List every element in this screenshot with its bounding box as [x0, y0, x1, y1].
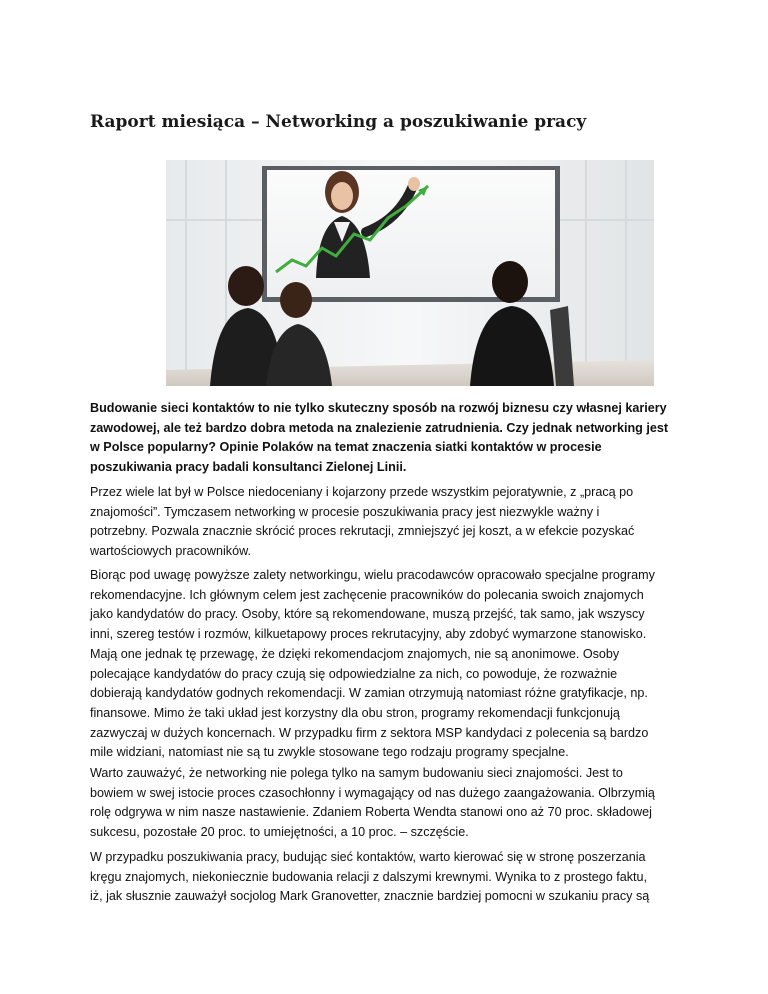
text-line: w Polsce popularny? Opinie Polaków na temat znaczenia siatki kontaktów w procesie — [90, 440, 602, 455]
body-paragraph-3 — [90, 764, 690, 843]
body-paragraph-4 — [90, 848, 690, 907]
text-line: W przypadku poszukiwania pracy, budując sieć kontaktów, warto kierować się w stronę poszerzania — [90, 850, 646, 864]
text-line: Warto zauważyć, że networking nie polega tylko na samym budowaniu sieci znajomości. Jest to — [90, 766, 623, 780]
text-line: inni, szereg testów i rozmów, kilkuetapowy proces rekrutacyjny, aby zdobyć wymarzone stanowisko. — [90, 627, 647, 642]
text-line: poszukiwania pracy badali konsultanci Zielonej Linii. — [90, 460, 407, 475]
text-line: bowiem w swej istocie proces czasochłonny i wymagający od nas dużego zaangażowania. Olbrzymią — [90, 785, 655, 800]
text-line: dobierają kandydatów godnych rekomendacji. W zamian otrzymują natomiast różne gratyfikacje, np. — [90, 686, 648, 701]
text-line: mile widziani, natomiast nie są tu zwykle stosowane tego rodzaju programy specjalne. — [90, 745, 569, 760]
text-line: rolę odgrywa w nim nasze nastawienie. Zdaniem Roberta Wendta stanowi ono aż 70 proc. składowej — [90, 805, 652, 820]
presentation-photo-illustration — [166, 160, 654, 386]
text-line: iż, jak słusznie zauważył socjolog Mark Granovetter, znacznie bardziej pomocni w szukaniu pracy są — [90, 889, 650, 904]
text-line: znajomości”. Tymczasem networking w procesie poszukiwania pracy jest niezwykle ważny i — [90, 504, 600, 519]
text-line: zazwyczaj w dużych koncernach. W przypadku firm z sektora MSP kandydaci z polecenia są bardzo — [90, 725, 649, 740]
text-line: polecające kandydatów do pracy czują się odpowiedzialne za nich, co powoduje, że rozważnie — [90, 666, 618, 681]
body-paragraph-2 — [90, 566, 690, 763]
text-line: Biorąc pod uwagę powyższe zalety networkingu, wielu pracodawców opracowało specjalne programy — [90, 568, 655, 582]
text-line: sukcesu, pozostałe 20 proc. to umiejętności, a 10 proc. – szczęście. — [90, 825, 469, 840]
document-title: Raport miesiąca – Networking a poszukiwanie pracy — [90, 112, 587, 132]
text-line: jako kandydatów do pracy. Osoby, które są rekomendowane, muszą przejść, tak samo, jak wszyscy — [90, 607, 645, 622]
body-paragraph-1 — [90, 483, 690, 562]
text-line: finansowe. Mimo że taki układ jest korzystny dla obu stron, programy rekomendacji funkcjonują — [90, 705, 620, 720]
text-line: Przez wiele lat był w Polsce niedoceniany i kojarzony przede wszystkim pejoratywnie, z „pracą po — [90, 485, 634, 499]
article-photo — [166, 160, 654, 386]
text-line: zawodowej, ale też bardzo dobra metoda na znalezienie zatrudnienia. Czy jednak networking jest — [90, 420, 669, 435]
text-line: Budowanie sieci kontaktów to nie tylko skuteczny sposób na rozwój biznesu czy własnej kariery — [90, 401, 667, 415]
lead-paragraph — [90, 399, 690, 478]
text-line: kręgu znajomych, niekoniecznie budowania relacji z dalszymi krewnymi. Wynika to z prostego faktu, — [90, 869, 648, 884]
text-line: Mają one jednak tę przewagę, że dzięki rekomendacjom znajomych, nie są anonimowe. Osoby — [90, 646, 620, 661]
text-line: potrzebny. Pozwala znacznie skrócić proces rekrutacji, zmniejszyć jej koszt, a w efekcie pozyskać — [90, 524, 635, 539]
text-line: wartościowych pracowników. — [90, 544, 251, 559]
text-line: rekomendacyjne. Ich głównym celem jest zachęcenie pracowników do polecania swoich znajomych — [90, 587, 644, 602]
